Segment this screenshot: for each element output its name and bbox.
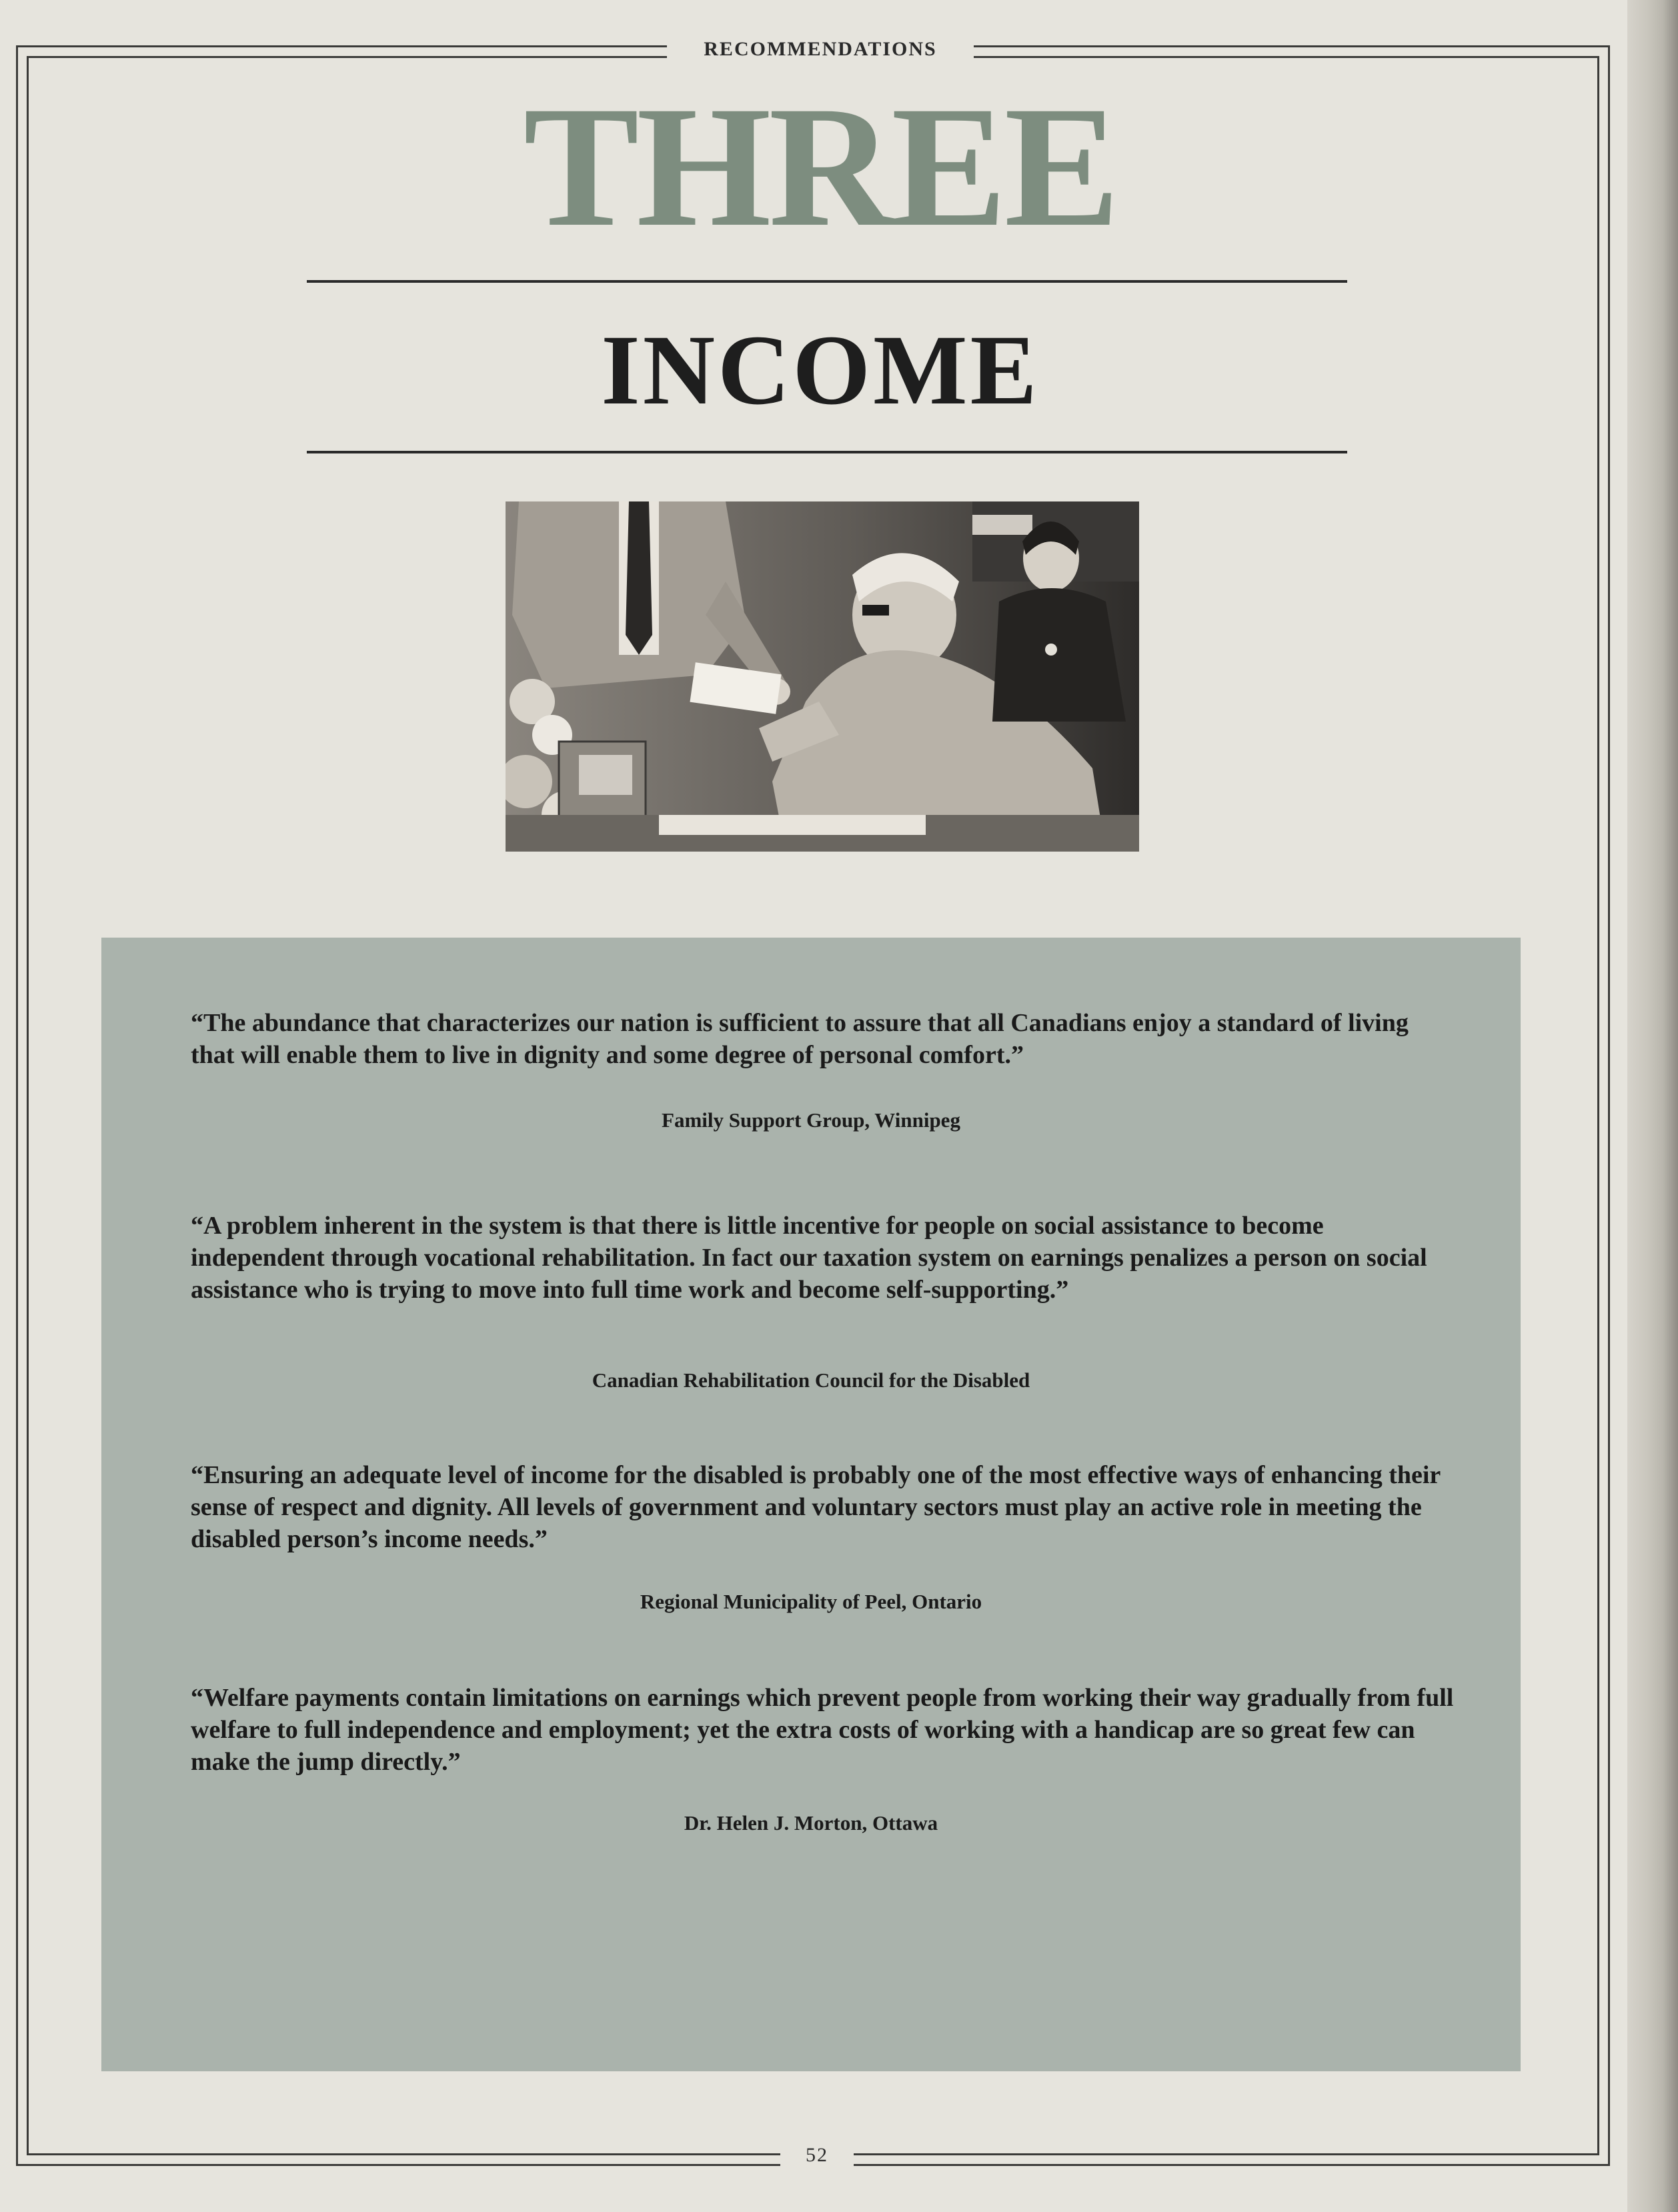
title-rule-bottom <box>307 451 1347 453</box>
quotes-panel <box>101 938 1521 2071</box>
quote-source: Dr. Helen J. Morton, Ottawa <box>684 1811 938 1835</box>
section-label: RECOMMENDATIONS <box>667 29 974 69</box>
quote-text: “Welfare payments contain limitations on earnings which prevent people from working their way gradually from full welfare to full independence and employment; yet the extra costs of working with a handicap are so great few can make the jump directly.” <box>191 1684 1454 1776</box>
chapter-heading: THREE <box>523 71 1118 263</box>
title-rule-top <box>307 280 1347 283</box>
photograph <box>506 501 1139 852</box>
quote-text: “A problem inherent in the system is that there is little incentive for people on social assistance to become independent through vocational rehabilitation. In fact our taxation system on earnings penalizes a person on social assistance who is trying to move into full time work and become self-supporting.” <box>191 1212 1427 1304</box>
quote-source: Regional Municipality of Peel, Ontario <box>640 1590 982 1613</box>
quote-text: “The abundance that characterizes our nation is sufficient to assure that all Canadians enjoy a standard of living that will enable them to live in dignity and some degree of personal comfort.” <box>191 1009 1409 1069</box>
page-title: INCOME <box>601 315 1040 425</box>
quote-source: Family Support Group, Winnipeg <box>662 1108 960 1132</box>
page-number: 52 <box>780 2135 854 2175</box>
quote-source: Canadian Rehabilitation Council for the Disabled <box>592 1368 1030 1392</box>
quote-text: “Ensuring an adequate level of income for the disabled is probably one of the most effective ways of enhancing their sense of respect and dignity. All levels of government and voluntary sectors must play an active role in meeting the disabled person’s income needs.” <box>191 1461 1441 1553</box>
